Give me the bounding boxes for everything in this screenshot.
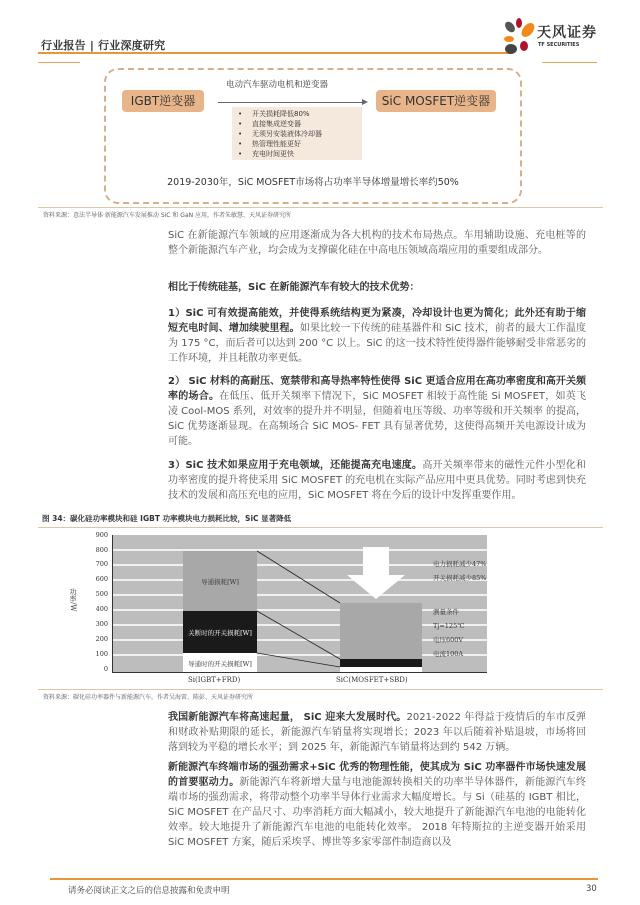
y-tick: 0 — [103, 665, 108, 673]
measurement-conditions: 测量条件 Tj=125℃ 电压600V 电流100A — [433, 608, 465, 658]
footer-divider — [50, 878, 598, 880]
x-axis — [112, 672, 487, 673]
y-tick: 500 — [95, 590, 108, 598]
paragraph-intro: SiC 在新能源汽车领域的应用逐渐成为各大机构的技术布局热点。车用辅助设施、充电桩等的整个新能源汽车产业，均会成为支撑碳化硅在中高电压领域高端应用的重要组成部分。 — [168, 230, 586, 256]
figure1-source: 资料来源：意法半导体·新能源汽车发展推动 SiC 和 GaN 应用，作者朱敏慧、天风证券研究所 — [43, 212, 292, 219]
paragraph-demand-driver: 新能源汽车终端市场的强劲需求+SiC 优秀的物理性能，使其成为 SiC 功率器件市场快速发展的首要驱动力。新能源汽车将新增大量与电池能源转换相关的功率半导体器件，新能源汽车终端市场的强劲需求，将带动整个功率半导体行业需求大幅度增长。与 Si（硅基的 IGBT 相比， SiC MOSFET 在产品尺寸、功率消耗方面大幅减小，较大地提升了新能源汽车电池的电能转化效率。较大地提升了新能源汽车电池的电能转化效率。 2018 年特斯拉的主逆变器开始采用 SiC MOSFET 方案，随后采埃孚、博世等多家零部件制造商以及 — [168, 762, 587, 848]
y-axis-label: 功率/W — [69, 588, 77, 612]
connector-lines — [113, 535, 487, 673]
benefit-item: • 充电时间更快 — [238, 150, 294, 158]
y-tick: 700 — [95, 560, 108, 568]
si-turnon-switching-loss-segment: 导通时的开关损耗[W] — [183, 653, 257, 673]
power-loss-chart — [40, 528, 600, 688]
diagram-footer-note: 2019-2030年，SiC MOSFET市场将占功率半导体增量增长率约50% — [167, 177, 459, 188]
footer-disclaimer: 请务必阅读正文之后的信息披露和免责申明 — [68, 886, 230, 896]
benefit-item: • 热管理性能更好 — [238, 140, 301, 148]
decor-line-left — [38, 62, 80, 63]
benefit-item: • 直接集成逆变器 — [238, 120, 301, 128]
y-tick: 100 — [95, 650, 108, 658]
logo-petals-icon — [500, 18, 536, 56]
si-conduction-loss-segment: 导通损耗[W] — [183, 551, 257, 611]
paragraph-advantages-heading: 相比于传统硅基，SiC 在新能源汽车有较大的技术优势： — [168, 282, 420, 293]
si-turnoff-switching-loss-segment: 关断时的开关损耗[W] — [183, 611, 257, 653]
source-divider — [38, 689, 603, 690]
benefit-item: • 开关损耗降低80% — [238, 110, 310, 118]
paragraph-point-3: 3）SiC 技术如果应用于充电领域，还能提高充电速度。高开关频率带来的磁性元件小型化和功率密度的提升将使采用 SiC MOSFET 的充电机在实际产品应用中更具优势。同时考虑到快充技术的发展和高压充电的应用，SiC MOSFET 将在今后的设计中发挥重要作用。 — [168, 460, 586, 501]
tf-securities-logo — [500, 18, 620, 56]
y-tick: 600 — [95, 575, 108, 583]
y-tick: 900 — [95, 531, 108, 539]
paragraph-point-1: 1）SiC 可有效提高能效，并使得系统结构更为紧凑，冷却设计也更为简化；此外还有助于缩短充电时间、增加续驶里程。如果比较一下传统的硅基器件和 SiC 技术，前者的最大工作温度为 175 °C，而后者可以达到 200 °C 以上。SiC 的这一技术特性使得器件能够耐受非常恶劣的工作环境，并且耗散功率更低。 — [168, 308, 587, 364]
loss-reduction-annotations: 电力损耗减少47% 开关损耗减少85% — [433, 560, 487, 582]
figure-34-caption: 图 34：碳化硅功率模块和硅 IGBT 功率模块电力损耗比较，SiC 显著降低 — [42, 514, 292, 523]
y-axis — [112, 535, 113, 673]
igbt-inverter-box: IGBT逆变器 — [122, 90, 204, 112]
y-tick: 300 — [95, 620, 108, 628]
benefit-item: • 无须另安装液体冷却器 — [238, 130, 322, 138]
figure2-source: 资料来源：碳化硅功率器件与新能源汽车，作者吴海雷、陈彭、天风证券研究所 — [43, 694, 254, 701]
paragraph-market-growth: 我国新能源汽车将高速起量， SiC 迎来大发展时代。2021-2022 年得益于疫情后的车市反弹和财政补贴期限的延长，新能源汽车销量将实现增长；2023 年以后随着补贴退坡，市场将回落到较为平稳的增长水平；到 2025 年，新能源汽车销量将达到约 542 万辆。 — [168, 712, 586, 753]
arrow-line — [218, 102, 364, 103]
page-number: 30 — [586, 884, 597, 894]
source-divider — [38, 207, 603, 208]
inverter-comparison-diagram — [104, 68, 522, 204]
x-category-label: SiC(MOSFET+SBD) — [336, 676, 408, 684]
header-divider — [38, 52, 513, 54]
arrow-label: 电动汽车驱动电机和逆变器 — [226, 80, 329, 90]
y-tick: 400 — [95, 605, 108, 613]
sic-mosfet-inverter-box: SiC MOSFET逆变器 — [376, 90, 496, 112]
y-tick: 200 — [95, 635, 108, 643]
benefits-list — [232, 107, 362, 160]
down-arrow-icon — [347, 547, 405, 599]
report-category: 行业报告 | 行业深度研究 — [41, 39, 166, 52]
logo-chinese-name: 天风证券 — [537, 25, 597, 41]
plot-area — [113, 535, 487, 673]
arrow-right-icon — [362, 99, 368, 105]
y-tick: 800 — [95, 546, 108, 554]
logo-english-name: TF SECURITIES — [538, 42, 580, 48]
x-category-label: Si(IGBT+FRD) — [188, 676, 241, 684]
decor-line-right — [542, 62, 597, 63]
paragraph-point-2: 2） SiC 材料的高耐压、宽禁带和高导热率特性使得 SiC 更适合应用在高功率密度和高开关频率的场合。在低压、低开关频率下情况下，SiC MOSFET 相较于高性能 Si MOSFET，如英飞凌 Cool-MOS 系列，对效率的提升并不明显，但随着电压等级、功率等级和开关频率 的提高，SiC 优势逐渐显现。在高频场合 SiC MOS- FET 具有显著优势，这使得高频开关电源设计成为可能。 — [168, 376, 587, 447]
